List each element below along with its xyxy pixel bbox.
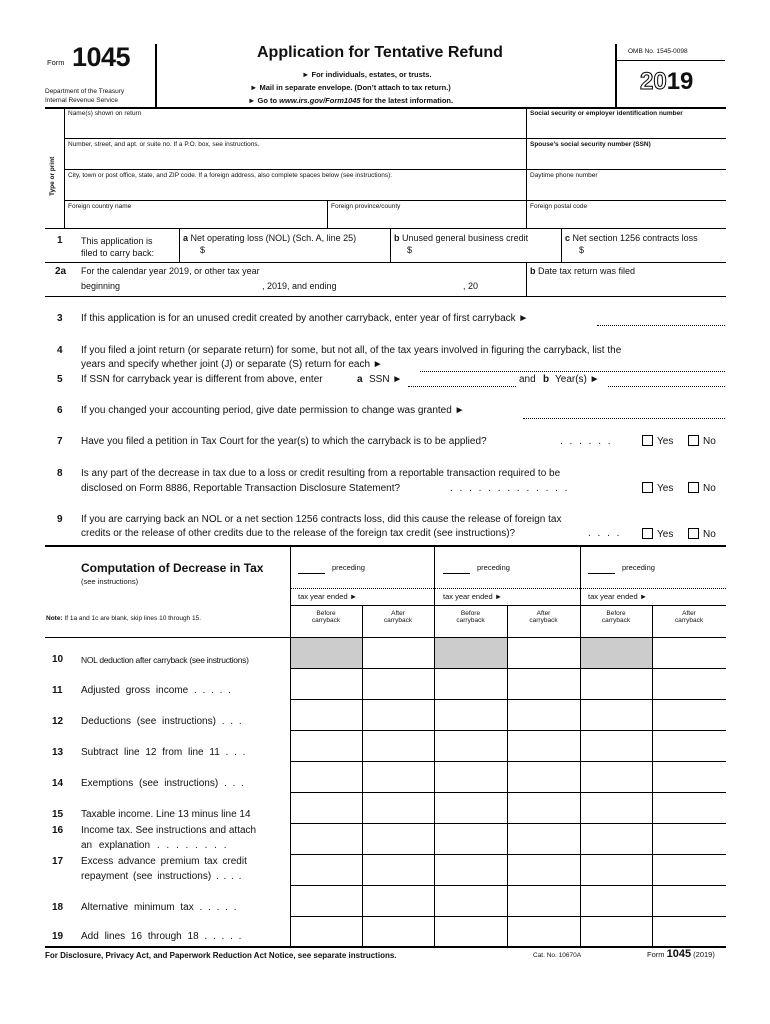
line-15-col-3-input[interactable] — [435, 793, 507, 823]
line-14-col-4-input[interactable] — [508, 762, 580, 792]
q4-text-1: If you filed a joint return (or separate return) for some, but not all, of the tax years involved in figuring the carryback, list the — [81, 345, 622, 356]
line-15-col-1-input[interactable] — [291, 793, 362, 823]
omb-number: OMB No. 1545-0098 — [628, 48, 688, 55]
line-11-col-6-input[interactable] — [653, 669, 726, 699]
spouse-ssn-field[interactable]: Spouse’s social security number (SSN) — [530, 141, 651, 148]
phone-field[interactable]: Daytime phone number — [530, 172, 598, 179]
q5-ssn-label: SSN ► — [369, 374, 403, 385]
q8-no-checkbox[interactable] — [688, 482, 699, 493]
line-13-col-6-input[interactable] — [653, 731, 726, 761]
line-12-number: 12 — [52, 716, 64, 727]
q4-input[interactable] — [420, 371, 725, 372]
form-title: Application for Tentative Refund — [257, 44, 503, 61]
line-16-col-3-input[interactable] — [435, 824, 507, 854]
line-10-number: 10 — [52, 654, 64, 665]
preceding-2-input[interactable] — [443, 573, 470, 574]
line-1-label-2: filed to carry back: — [81, 248, 155, 258]
preceding-3-label: preceding — [622, 563, 655, 572]
line-15-label: Taxable income. Line 13 minus line 14 — [81, 809, 251, 820]
computation-subtitle: (see instructions) — [81, 577, 139, 586]
q6-number: 6 — [57, 405, 63, 416]
tax-year-begin-input[interactable] — [130, 280, 260, 293]
line-17-col-4-input[interactable] — [508, 855, 580, 885]
q9-dots: . . . . — [588, 528, 622, 539]
col-5-header: Before carryback — [601, 610, 631, 624]
line-10-col-4-input[interactable] — [508, 638, 580, 668]
dept-line-2: Internal Revenue Service — [45, 97, 118, 104]
line-16-label: Income tax. See instructions and attach — [81, 825, 257, 836]
foreign-country-field[interactable]: Foreign country name — [68, 203, 132, 210]
line-17-col-1-input[interactable] — [291, 855, 362, 885]
line-18-col-5-input[interactable] — [581, 886, 652, 916]
q5-year-input[interactable] — [608, 386, 725, 387]
line-13-col-5-input[interactable] — [581, 731, 652, 761]
tax-year-ended-3[interactable]: tax year ended ► — [588, 592, 648, 601]
line-11-number: 11 — [52, 685, 63, 696]
q6-input[interactable] — [523, 418, 725, 419]
line-16-col-4-input[interactable] — [508, 824, 580, 854]
line-17-label-cont: repayment (see instructions) . . . . — [81, 871, 242, 882]
q8-yes-checkbox[interactable] — [642, 482, 653, 493]
q6-text: If you changed your accounting period, give date permission to change was granted ► — [81, 405, 465, 416]
q8-dots: . . . . . . . . . . . . . — [450, 483, 570, 494]
line-11-label: Adjusted gross income . . . . . — [81, 685, 231, 696]
col-6-header: After carryback — [674, 610, 704, 624]
col-1-header: Before carryback — [311, 610, 341, 624]
preceding-1-input[interactable] — [298, 573, 325, 574]
tax-year-end-input[interactable] — [352, 280, 462, 293]
foreign-postal-field[interactable]: Foreign postal code — [530, 203, 588, 210]
q3-text: If this application is for an unused credit created by another carryback, enter year of first carryback ► — [81, 313, 529, 324]
q7-number: 7 — [57, 436, 63, 447]
line-18-label: Alternative minimum tax . . . . . — [81, 902, 237, 913]
line-2b-date-filed-field[interactable]: b Date tax return was filed — [530, 266, 636, 276]
line-16-label-cont: an explanation . . . . . . . . — [81, 840, 227, 851]
q8-no[interactable]: No — [688, 482, 716, 494]
col-4-header: After carryback — [529, 610, 558, 624]
q8-yes[interactable]: Yes — [642, 482, 673, 494]
line-14-number: 14 — [52, 778, 64, 789]
line-10-before-3-shaded — [581, 638, 652, 668]
irs-link[interactable]: www.irs.gov/Form1045 — [279, 96, 361, 105]
line-17-col-3-input[interactable] — [435, 855, 507, 885]
line-12-col-5-input[interactable] — [581, 700, 652, 730]
form-number: 1045 — [72, 42, 131, 72]
q7-text: Have you filed a petition in Tax Court for the year(s) to which the carryback is to be applied? — [81, 436, 487, 447]
footer-form-id: Form 1045 (2019) — [647, 948, 715, 960]
line-16-col-6-input[interactable] — [653, 824, 726, 854]
line-1b-business-credit-field[interactable]: b Unused general business credit $ — [394, 233, 529, 255]
line-18-col-2-input[interactable] — [363, 886, 434, 916]
line-19-col-6-input[interactable] — [653, 917, 726, 946]
preceding-1-label: preceding — [332, 563, 365, 572]
line-19-label: Add lines 16 through 18 . . . . . — [81, 931, 242, 942]
address-field[interactable]: Number, street, and apt. or suite no. If a P.O. box, see instructions. — [68, 141, 260, 148]
q9-no-checkbox[interactable] — [688, 528, 699, 539]
line-16-col-1-input[interactable] — [291, 824, 362, 854]
line-2a-beginning: beginning — [81, 281, 121, 291]
line-19-col-3-input[interactable] — [435, 917, 507, 946]
q7-yes[interactable]: Yes — [642, 435, 673, 447]
line-13-label: Subtract line 12 from line 11 . . . — [81, 747, 246, 758]
line-1-number: 1 — [57, 235, 63, 246]
q9-yes[interactable]: Yes — [642, 528, 673, 540]
line-17-col-2-input[interactable] — [363, 855, 434, 885]
line-16-number: 16 — [52, 825, 64, 836]
q9-number: 9 — [57, 514, 63, 525]
tax-year-ended-2[interactable]: tax year ended ► — [443, 592, 503, 601]
line-2a-twenty: , 20 — [463, 281, 479, 291]
line-13-col-2-input[interactable] — [363, 731, 434, 761]
line-18-col-3-input[interactable] — [435, 886, 507, 916]
line-17-label: Excess advance premium tax credit — [81, 856, 247, 867]
header-bullet-1: ► For individuals, estates, or trusts. — [302, 70, 432, 79]
header-bullet-3: ► Go to www.irs.gov/Form1045 for the latest information. — [248, 96, 454, 105]
col-3-header: Before carryback — [456, 610, 485, 624]
line-18-col-1-input[interactable] — [291, 886, 362, 916]
line-13-number: 13 — [52, 747, 64, 758]
line-1-label-1: This application is — [81, 236, 153, 246]
q9-text-2: credits or the release of other credits due to the release of the foreign tax credit (see instructions)? — [81, 528, 516, 539]
q7-no[interactable]: No — [688, 435, 716, 447]
line-14-col-5-input[interactable] — [581, 762, 652, 792]
line-1c-section-1256-field[interactable]: c Net section 1256 contracts loss $ — [565, 233, 698, 255]
line-15-col-5-input[interactable] — [581, 793, 652, 823]
preceding-3-input[interactable] — [588, 573, 615, 574]
line-19-col-4-input[interactable] — [508, 917, 580, 946]
line-14-col-1-input[interactable] — [291, 762, 362, 792]
line-11-col-5-input[interactable] — [581, 669, 652, 699]
q9-no[interactable]: No — [688, 528, 716, 540]
line-15-col-6-input[interactable] — [653, 793, 726, 823]
line-10-before-2-shaded — [435, 638, 507, 668]
line-17-number: 17 — [52, 856, 64, 867]
cat-number: Cat. No. 10670A — [533, 952, 582, 959]
line-15-number: 15 — [52, 809, 64, 820]
q4-number: 4 — [57, 345, 63, 356]
city-field[interactable]: City, town or post office, state, and ZIP code. If a foreign address, also complete spaces below (see instructions). — [68, 172, 393, 179]
tax-year-ended-1[interactable]: tax year ended ► — [298, 592, 358, 601]
ssn-field[interactable]: Social security or employer identification number — [530, 110, 683, 117]
line-11-col-1-input[interactable] — [291, 669, 362, 699]
q7-no-checkbox[interactable] — [688, 435, 699, 446]
line-12-col-4-input[interactable] — [508, 700, 580, 730]
tax-year: 2019 — [640, 68, 694, 95]
q5-a: a — [357, 374, 363, 385]
q4-text-2: years and specify whether joint (J) or separate (S) return for each ► — [81, 359, 383, 370]
line-12-col-1-input[interactable] — [291, 700, 362, 730]
line-2a-text: For the calendar year 2019, or other tax year — [81, 266, 260, 276]
line-2a-number: 2a — [55, 266, 67, 277]
line-17-col-5-input[interactable] — [581, 855, 652, 885]
line-12-col-3-input[interactable] — [435, 700, 507, 730]
q5-number: 5 — [57, 374, 63, 385]
line-2a-and-ending: , 2019, and ending — [262, 281, 337, 291]
line-11-col-2-input[interactable] — [363, 669, 434, 699]
line-19-col-5-input[interactable] — [581, 917, 652, 946]
q5-text: If SSN for carryback year is different from above, enter — [81, 374, 323, 385]
line-13-col-3-input[interactable] — [435, 731, 507, 761]
line-19-col-2-input[interactable] — [363, 917, 434, 946]
dept-line-1: Department of the Treasury — [45, 88, 125, 95]
line-16-col-5-input[interactable] — [581, 824, 652, 854]
col-2-header: After carryback — [383, 610, 413, 624]
line-14-col-3-input[interactable] — [435, 762, 507, 792]
line-10-label: NOL deduction after carryback (see instructions) — [81, 655, 249, 665]
line-10-before-1-shaded — [291, 638, 362, 668]
line-12-col-2-input[interactable] — [363, 700, 434, 730]
q8-number: 8 — [57, 468, 63, 479]
line-18-col-4-input[interactable] — [508, 886, 580, 916]
q5-and: and — [519, 374, 536, 385]
line-1a-nol-field[interactable]: a Net operating loss (NOL) (Sch. A, line 25) $ — [183, 233, 357, 255]
q7-dots: . . . . . . — [560, 436, 613, 447]
line-10-col-2-input[interactable] — [363, 638, 434, 668]
header-bullet-2: ► Mail in separate envelope. (Don’t attach to tax return.) — [250, 83, 451, 92]
line-12-col-6-input[interactable] — [653, 700, 726, 730]
line-19-col-1-input[interactable] — [291, 917, 362, 946]
foreign-province-field[interactable]: Foreign province/county — [331, 203, 401, 210]
line-15-col-2-input[interactable] — [363, 793, 434, 823]
line-12-label: Deductions (see instructions) . . . — [81, 716, 242, 727]
computation-note: Note: If 1a and 1c are blank, skip lines 10 through 15. — [46, 615, 202, 622]
line-13-col-4-input[interactable] — [508, 731, 580, 761]
line-14-col-2-input[interactable] — [363, 762, 434, 792]
q5-year-label: Year(s) ► — [555, 374, 600, 385]
type-or-print-label: Type or print — [49, 156, 56, 196]
q8-text-1: Is any part of the decrease in tax due to a loss or credit resulting from a reportable transaction required to be — [81, 468, 561, 479]
form-word: Form — [47, 58, 65, 67]
q3-input[interactable] — [597, 325, 725, 326]
line-11-col-3-input[interactable] — [435, 669, 507, 699]
q8-text-2: disclosed on Form 8886, Reportable Transaction Disclosure Statement? — [81, 483, 401, 494]
line-16-col-2-input[interactable] — [363, 824, 434, 854]
line-19-number: 19 — [52, 931, 64, 942]
line-10-col-6-input[interactable] — [653, 638, 726, 668]
line-11-col-4-input[interactable] — [508, 669, 580, 699]
footer-notice: For Disclosure, Privacy Act, and Paperwork Reduction Act Notice, see separate instructions. — [45, 951, 397, 960]
q3-number: 3 — [57, 313, 63, 324]
line-14-label: Exemptions (see instructions) . . . — [81, 778, 244, 789]
preceding-2-label: preceding — [477, 563, 510, 572]
q5-ssn-input[interactable] — [408, 386, 516, 387]
q9-yes-checkbox[interactable] — [642, 528, 653, 539]
q5-b: b — [543, 374, 550, 385]
line-14-col-6-input[interactable] — [653, 762, 726, 792]
q9-text-1: If you are carrying back an NOL or a net section 1256 contracts loss, did this cause the release of foreign tax — [81, 514, 562, 525]
line-17-col-6-input[interactable] — [653, 855, 726, 885]
line-18-number: 18 — [52, 902, 64, 913]
name-field[interactable]: Name(s) shown on return — [68, 110, 142, 117]
line-18-col-6-input[interactable] — [653, 886, 726, 916]
q7-yes-checkbox[interactable] — [642, 435, 653, 446]
computation-title: Computation of Decrease in Tax — [81, 561, 264, 575]
line-13-col-1-input[interactable] — [291, 731, 362, 761]
line-15-col-4-input[interactable] — [508, 793, 580, 823]
